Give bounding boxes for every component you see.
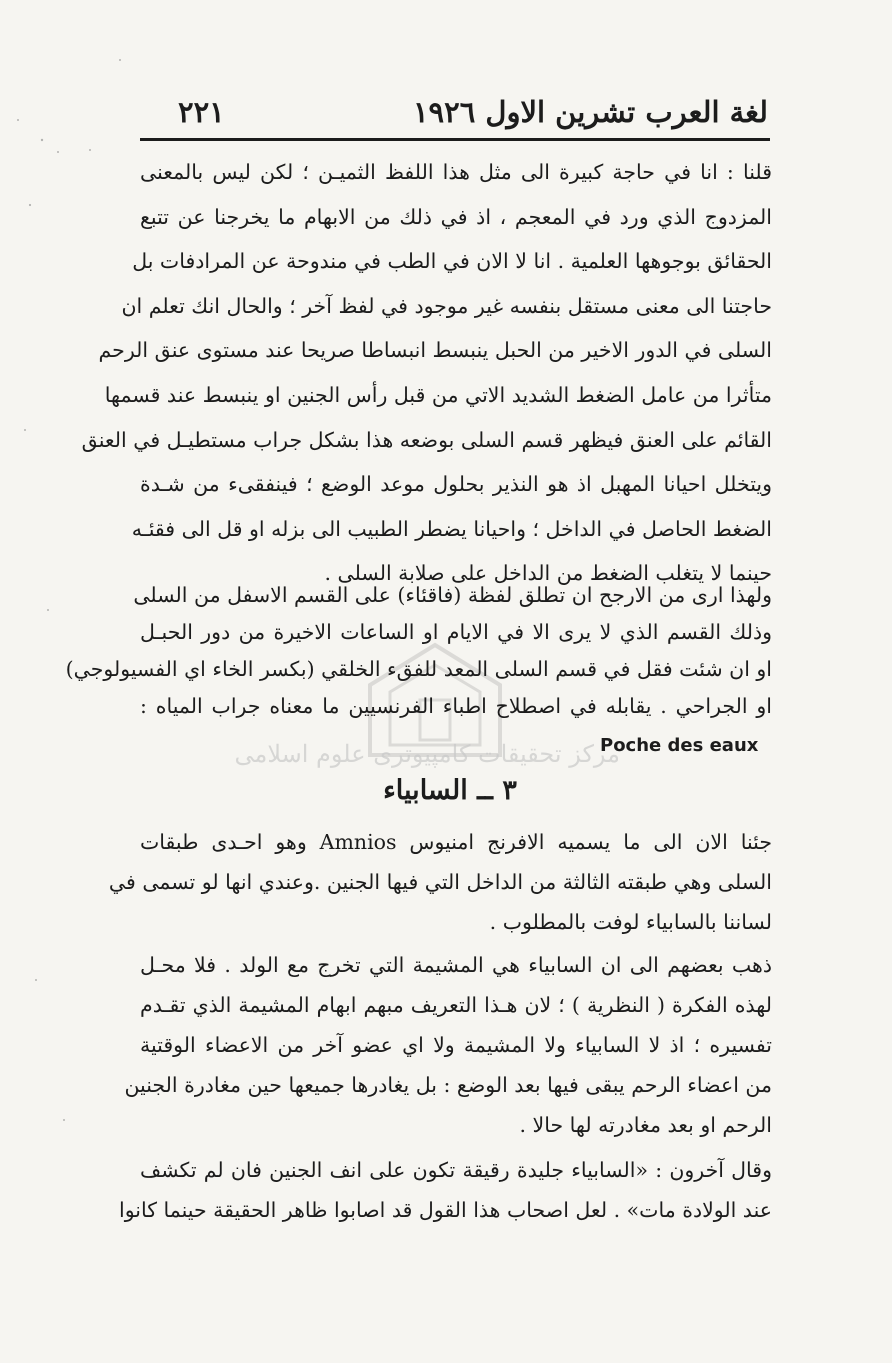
text-line: الضغط الحاصل في الداخل ؛ واحيانا يضطر الطبيب الى بزله او قل الى فقئـه bbox=[131, 516, 772, 541]
text-line: حينما لا يتغلب الضغط من الداخل على صلابة السلى . bbox=[324, 561, 772, 586]
watermark-text: مركز تحقيقات كامپيوتری علوم اسلامی bbox=[234, 740, 620, 768]
text-line: تفسيره ؛ اذ لا السابياء ولا المشيمة ولا اي عضو آخر من الاعضاء الوقتية bbox=[140, 1033, 772, 1057]
text-line: عند الولادة مات» . لعل اصحاب هذا القول قد اصابوا ظاهر الحقيقة حينما كانوا bbox=[119, 1198, 772, 1222]
page-number: ٢٢١ bbox=[178, 95, 225, 129]
text-line: ذهب بعضهم الى ان السابياء هي المشيمة التي تخرج مع الولد . فلا محـل bbox=[140, 953, 772, 977]
paragraph-3 bbox=[108, 822, 772, 942]
paragraph-2 bbox=[65, 577, 772, 725]
text-line: حاجتنا الى معنى مستقل بنفسه غير موجود في لفظ آخر ؛ والحال انك تعلم ان bbox=[121, 293, 772, 318]
text-line: السلى وهي طبقته الثالثة من الداخل التي فيها الجنين .وعندي انها لو تسمى في bbox=[108, 870, 772, 894]
text-line: لساننا بالسابياء لوفت بالمطلوب . bbox=[489, 910, 772, 934]
running-title: لغة العرب تشرين الاول ١٩٢٦ bbox=[412, 95, 768, 129]
text-line: او ان شئت فقل في قسم السلى المعد للفقء الخلقي (بكسر الخاء اي الفسيولوجي) bbox=[65, 657, 772, 681]
text-line: الحقائق بوجوهها العلمية . انا لا الان في الطب في مندوحة عن المرادفات بل bbox=[132, 249, 772, 274]
header-rule bbox=[140, 138, 770, 141]
text-line: لهذه الفكرة ( النظرية ) ؛ لان هـذا التعريف مبهم ابهام المشيمة الذي تقـدم bbox=[140, 993, 772, 1017]
text-line: الرحم او بعد مغادرته لها حالا . bbox=[519, 1113, 772, 1137]
french-term: Poche des eaux bbox=[600, 735, 759, 756]
paragraph-4 bbox=[124, 945, 772, 1145]
text-line: ولهذا ارى من الارجح ان تطلق لفظة (فاقئاء) على القسم الاسفل من السلى bbox=[133, 583, 772, 607]
text-line: السلى في الدور الاخير من الحبل ينبسط انبساطا صريحا عند مستوى عنق الرحم bbox=[98, 338, 772, 363]
text-line: قلنا : انا في حاجة كبيرة الى مثل هذا اللفظ الثميـن ؛ لكن ليس بالمعنى bbox=[140, 160, 772, 184]
text-line: ويتخلل احيانا المهبل اذ هو النذير بحلول موعد الوضع ؛ فينفقىء من شـدة bbox=[140, 472, 772, 497]
text-line: المزدوج الذي ورد في المعجم ، اذ في ذلك من الابهام ما يخرجنا عن تتبع bbox=[140, 204, 772, 229]
text-line: وقال آخرون : «السابياء جليدة رقيقة تكون على انف الجنين فان لم تكشف bbox=[140, 1158, 772, 1182]
text-line: وذلك القسم الذي لا يرى الا في الايام او الساعات الاخيرة من دور الحبـل bbox=[140, 620, 772, 644]
text-line: او الجراحي . يقابله في اصطلاح اطباء الفرنسيين ما معناه جراب المياه : bbox=[140, 694, 772, 718]
text-line: القائم على العنق فيظهر قسم السلى بوضعه هذا بشكل جراب مستطيـل في العنق bbox=[81, 427, 772, 452]
page-header bbox=[160, 95, 780, 135]
paragraph-1 bbox=[81, 150, 772, 596]
text-line: متأثرا من عامل الضغط الشديد الاتي من قبل رأس الجنين او ينبسط عند قسمها bbox=[104, 382, 772, 407]
text-line: من اعضاء الرحم يبقى فيها بعد الوضع : بل يغادرها جميعها حين مغادرة الجنين bbox=[124, 1073, 772, 1097]
section-heading: ٣ ــ السابياء bbox=[383, 775, 517, 806]
paragraph-5 bbox=[119, 1150, 772, 1230]
text-line: جئنا الان الى ما يسميه الافرنج امنيوس Amnios وهو احـدى طبقات bbox=[140, 830, 772, 854]
